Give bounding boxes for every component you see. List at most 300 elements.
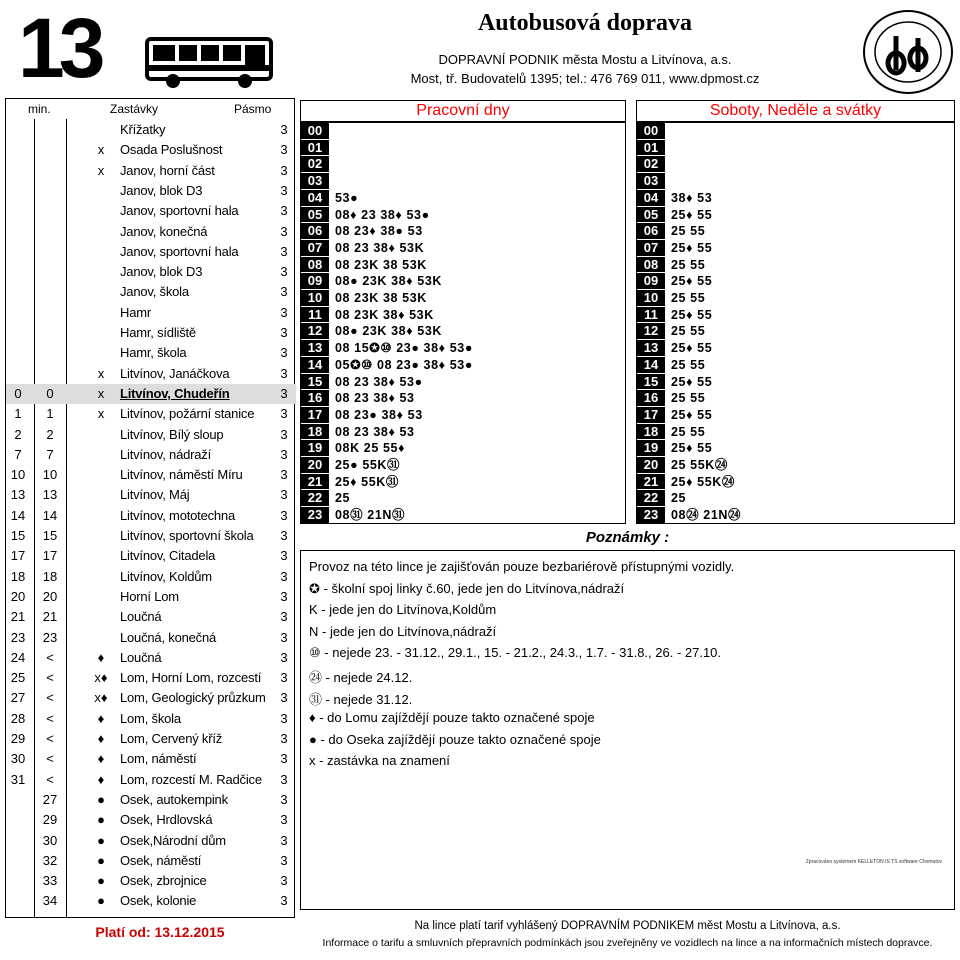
minutes-b: < (46, 649, 54, 665)
stop-row (6, 587, 296, 607)
hour-cell: 02 (637, 156, 665, 172)
note-item: ⑩ - nejede 23. - 31.12., 29.1., 15. - 21.2., 24.3., 1.7. - 31.8., 26. - 27.10. (309, 645, 722, 661)
departure-minutes: 25 55K㉔ (671, 458, 729, 472)
stop-zone: 3 (280, 588, 288, 604)
departure-minutes: 53● (335, 190, 359, 205)
stop-flag: x (97, 365, 105, 381)
stop-zone: 3 (280, 690, 288, 706)
stop-name: Osada Poslušnost (120, 142, 223, 158)
departure-minutes: 25 55 (671, 424, 706, 439)
stop-flag: x (97, 142, 105, 158)
hour-cell: 15 (637, 374, 665, 390)
stop-name: Janov, konečná (120, 223, 208, 239)
minutes-a: 14 (10, 507, 26, 523)
stop-zone: 3 (280, 203, 288, 219)
departure-minutes: 08 23♦ 38● 53 (335, 224, 423, 239)
hour-cell: 17 (301, 407, 329, 423)
stop-flag: ● (97, 812, 105, 828)
hour-row (301, 156, 625, 173)
stop-row (6, 242, 296, 262)
hour-cell: 14 (637, 357, 665, 373)
minutes-b: 20 (42, 588, 58, 604)
stop-row (6, 364, 296, 384)
hour-row (637, 257, 954, 274)
stop-name: Osek, kolonie (120, 893, 197, 909)
departure-minutes: 25 55 (671, 357, 706, 372)
minutes-a: 0 (14, 385, 22, 401)
stop-name: Lom, Cervený kříž (120, 731, 223, 746)
hour-cell: 08 (637, 257, 665, 273)
stop-zone: 3 (280, 649, 288, 665)
stop-name: Osek,Národní dům (120, 832, 226, 848)
stop-name: Janov, horní část (120, 162, 215, 178)
note-item: ㉔ - nejede 24.12. (309, 670, 413, 685)
departure-minutes: 08● 23K 38♦ 53K (335, 324, 443, 339)
departure-minutes: 08♦ 23 38♦ 53● (335, 207, 430, 222)
stop-name: Litvínov, mototechna (120, 507, 235, 523)
stop-row (6, 445, 296, 465)
hour-cell: 06 (301, 223, 329, 239)
valid-from: Platí od: 13.12.2015 (95, 924, 225, 940)
minutes-a: 20 (10, 588, 26, 604)
hour-cell: 22 (637, 490, 665, 506)
stop-name: Křížatky (120, 122, 166, 137)
minutes-b: 33 (42, 873, 58, 889)
departure-minutes: 25 (671, 491, 687, 506)
hour-row (637, 357, 954, 374)
stop-zone: 3 (280, 791, 288, 807)
hour-cell: 00 (301, 123, 329, 139)
minutes-b: 34 (42, 893, 58, 909)
stop-zone: 3 (280, 852, 288, 868)
hour-cell: 03 (301, 173, 329, 189)
hour-cell: 20 (301, 457, 329, 473)
hour-row (637, 290, 954, 307)
hour-row (301, 207, 625, 224)
hour-row (637, 323, 954, 340)
stop-flag: ♦ (97, 649, 105, 665)
company-title: Autobusová doprava (477, 10, 693, 36)
weekend-timetable (636, 122, 955, 524)
stop-name: Litvínov, Chudeřín (120, 385, 230, 401)
stop-flag: ♦ (97, 731, 105, 746)
departure-minutes: 08 23 38♦ 53K (335, 240, 425, 255)
stop-row (6, 891, 296, 911)
hour-cell: 23 (637, 507, 665, 523)
minutes-b: 1 (46, 406, 54, 422)
minutes-a: 13 (10, 487, 26, 503)
notes-box (300, 550, 955, 910)
minutes-b: < (46, 710, 54, 726)
stop-zone: 3 (280, 182, 288, 198)
hour-row (301, 323, 625, 340)
departure-minutes: 08 23● 38♦ 53 (335, 407, 423, 422)
hour-cell: 17 (637, 407, 665, 423)
minutes-a: 2 (14, 426, 22, 442)
departure-minutes: 25 55 (671, 291, 706, 305)
departure-minutes: 25 55 (671, 224, 706, 239)
departure-minutes: 25 55 (671, 324, 706, 339)
hour-cell: 10 (637, 290, 665, 306)
company-logo (862, 8, 954, 96)
stop-name: Janov, sportovní hala (120, 203, 239, 219)
hour-row (637, 507, 954, 524)
stop-row (6, 709, 296, 729)
hour-cell: 07 (637, 240, 665, 256)
hour-row (637, 440, 954, 457)
stop-flag: ● (97, 873, 105, 889)
stop-row (6, 546, 296, 566)
stop-flag: ● (97, 791, 105, 807)
departure-minutes: 25♦ 55 (671, 240, 713, 255)
departure-minutes: 25♦ 55 (671, 274, 713, 289)
stop-flag: ● (97, 893, 105, 909)
hour-row (301, 240, 625, 257)
departure-minutes: 25♦ 55 (671, 407, 713, 422)
stop-zone: 3 (280, 812, 288, 828)
stop-zone: 3 (280, 629, 288, 645)
stop-row (6, 648, 296, 668)
departure-minutes: 08 23K 38♦ 53K (335, 307, 434, 322)
stop-name: Osek, Hrdlovská (120, 812, 213, 828)
minutes-a: 18 (10, 568, 26, 584)
minutes-b: < (46, 670, 54, 686)
stop-flag: x (97, 406, 105, 422)
stop-zone: 3 (280, 568, 288, 584)
stop-zone: 3 (280, 710, 288, 726)
hour-row (301, 457, 625, 474)
stop-flag: x (97, 162, 105, 178)
departure-minutes: 08 15✪⑩ 23● 38♦ 53● (335, 341, 473, 356)
hour-row (301, 273, 625, 290)
departure-minutes: 08 23K 38 53K (335, 257, 427, 272)
note-item: ● - do Oseka zajíždějí pouze takto označené spoje (309, 731, 601, 747)
departure-minutes: 25♦ 55 (671, 441, 713, 456)
note-item: K - jede jen do Litvínova,Koldům (309, 602, 497, 618)
hour-row (301, 440, 625, 457)
hour-row (301, 340, 625, 357)
minutes-a: 30 (10, 751, 26, 767)
stop-row (6, 282, 296, 302)
hour-row (637, 390, 954, 407)
departure-minutes: 38♦ 53 (671, 190, 713, 205)
departure-minutes: 25♦ 55 (671, 307, 713, 322)
company-name: DOPRAVNÍ PODNIK města Mostu a Litvínova, a.s. (438, 52, 732, 67)
hour-cell: 19 (637, 440, 665, 456)
stop-row (6, 201, 296, 221)
company-contact: Most, tř. Budovatelů 1395; tel.: 476 769 011, www.dpmost.cz (410, 71, 760, 86)
hour-cell: 15 (301, 374, 329, 390)
minutes-a: 17 (10, 548, 26, 564)
hour-cell: 01 (637, 140, 665, 156)
departure-minutes: 08 23 38♦ 53 (335, 391, 415, 406)
departure-minutes: 25 55 (671, 257, 706, 272)
hour-row (301, 123, 625, 140)
departure-minutes: 08● 23K 38♦ 53K (335, 274, 443, 289)
stop-name: Hamr (120, 304, 151, 320)
stop-name: Horní Lom (120, 588, 179, 604)
stop-zone: 3 (280, 731, 288, 746)
departure-minutes: 25♦ 55 (671, 207, 713, 222)
stop-zone: 3 (280, 609, 288, 625)
hour-row (301, 374, 625, 391)
stop-flag: x♦ (94, 670, 108, 686)
stop-row (6, 851, 296, 871)
stop-flag: ♦ (97, 751, 105, 767)
hour-row (637, 340, 954, 357)
hour-cell: 09 (637, 273, 665, 289)
stops-header: Zastávky (110, 102, 159, 116)
stop-name: Osek, zbrojnice (120, 873, 207, 889)
stop-flag: ♦ (97, 771, 105, 787)
stop-row (6, 465, 296, 485)
stop-row (6, 120, 296, 140)
stop-row (6, 222, 296, 242)
stop-name: Lom, náměstí (120, 751, 197, 767)
stop-zone: 3 (280, 670, 288, 686)
hour-row (637, 424, 954, 441)
hour-cell: 06 (637, 223, 665, 239)
minutes-b: 17 (42, 548, 58, 564)
stop-name: Litvínov, nádraží (120, 446, 212, 462)
stop-row (6, 262, 296, 282)
hour-cell: 16 (301, 390, 329, 406)
hour-cell: 11 (301, 307, 329, 323)
hour-cell: 21 (301, 474, 329, 490)
stop-flag: x♦ (94, 690, 108, 706)
software-credit: Zpracováno systémem KELLETON IS TS software Chomutov (805, 859, 942, 865)
stop-row (6, 790, 296, 810)
weekday-title: Pracovní dny (300, 100, 626, 122)
stop-zone: 3 (280, 122, 288, 137)
minutes-a: 25 (10, 670, 26, 686)
stop-row (6, 384, 296, 404)
stop-zone: 3 (280, 751, 288, 767)
stop-zone: 3 (280, 406, 288, 422)
stop-row (6, 181, 296, 201)
hour-cell: 00 (637, 123, 665, 139)
hour-cell: 05 (301, 207, 329, 223)
stop-name: Hamr, škola (120, 345, 187, 361)
departure-minutes: 25♦ 55K㉛ (335, 474, 399, 489)
minutes-a: 29 (10, 731, 26, 746)
hour-row (637, 374, 954, 391)
minutes-a: 23 (10, 629, 26, 645)
departure-minutes: 08K 25 55♦ (335, 441, 406, 456)
zone-header: Pásmo (234, 102, 272, 116)
stop-name: Janov, škola (120, 284, 189, 300)
hour-cell: 18 (301, 424, 329, 440)
stop-name: Lom, rozcestí M. Radčice (120, 771, 262, 787)
stop-zone: 3 (280, 446, 288, 462)
minutes-b: 18 (42, 568, 58, 584)
stop-name: Janov, sportovní hala (120, 243, 239, 259)
departure-minutes: 08 23K 38 53K (335, 291, 427, 305)
stop-zone: 3 (280, 162, 288, 178)
hour-row (637, 207, 954, 224)
minutes-b: 15 (42, 528, 58, 543)
departure-minutes: 08㉛ 21N㉛ (335, 508, 406, 523)
stop-name: Janov, blok D3 (120, 264, 203, 280)
stop-zone: 3 (280, 528, 288, 543)
minutes-b: 7 (46, 446, 54, 462)
hour-cell: 03 (637, 173, 665, 189)
hour-cell: 01 (301, 140, 329, 156)
hour-cell: 21 (637, 474, 665, 490)
minutes-a: 7 (14, 446, 22, 462)
stop-row (6, 770, 296, 790)
stop-name: Litvínov, požární stanice (120, 406, 255, 422)
hour-row (637, 307, 954, 324)
hour-cell: 10 (301, 290, 329, 306)
minutes-b: 27 (42, 791, 58, 807)
hour-cell: 05 (637, 207, 665, 223)
note-item: N - jede jen do Litvínova,nádraží (309, 623, 497, 639)
hour-cell: 12 (637, 323, 665, 339)
stop-zone: 3 (280, 385, 288, 401)
minutes-b: < (46, 690, 54, 706)
minutes-b: 2 (46, 426, 54, 442)
stop-flag: ♦ (97, 710, 105, 726)
stop-row (6, 749, 296, 769)
departure-minutes: 25♦ 55 (671, 374, 713, 389)
weekday-timetable (300, 122, 626, 524)
stop-row (6, 343, 296, 363)
stop-zone: 3 (280, 507, 288, 523)
stop-row (6, 485, 296, 505)
hour-cell: 04 (637, 190, 665, 206)
hour-cell: 16 (637, 390, 665, 406)
hour-row (301, 140, 625, 157)
minutes-b: 32 (42, 852, 58, 868)
departure-minutes: 08㉔ 21N㉔ (671, 508, 742, 523)
hour-row (301, 407, 625, 424)
stop-name: Litvínov, sportovní škola (120, 528, 254, 543)
stop-name: Litvínov, Citadela (120, 548, 216, 564)
hour-row (301, 190, 625, 207)
hour-cell: 13 (301, 340, 329, 356)
hour-cell: 23 (301, 507, 329, 523)
stop-zone: 3 (280, 142, 288, 158)
hour-row (301, 424, 625, 441)
stop-row (6, 140, 296, 160)
stop-name: Osek, autokempink (120, 791, 228, 807)
note-item: ㉛ - nejede 31.12. (309, 691, 413, 707)
stop-zone: 3 (280, 873, 288, 889)
hour-cell: 22 (301, 490, 329, 506)
stop-zone: 3 (280, 284, 288, 300)
stop-zone: 3 (280, 832, 288, 848)
hour-row (301, 490, 625, 507)
stop-zone: 3 (280, 365, 288, 381)
stop-row (6, 688, 296, 708)
stop-name: Loučná (120, 609, 162, 625)
stop-flag: ● (97, 832, 105, 848)
minutes-b: 23 (42, 629, 58, 645)
stop-row (6, 303, 296, 323)
stop-flag: x (97, 385, 105, 401)
minutes-b: 30 (42, 832, 58, 848)
hour-row (637, 140, 954, 157)
stop-name: Litvínov, Bílý sloup (120, 426, 224, 442)
stop-row (6, 628, 296, 648)
stop-name: Hamr, sídliště (120, 325, 196, 340)
departure-minutes: 25● 55K㉛ (335, 458, 401, 472)
note-item: Provoz na této lince je zajišťován pouze bezbariérově přístupnými vozidly. (309, 559, 735, 574)
stop-zone: 3 (280, 487, 288, 503)
stop-row (6, 871, 296, 891)
minutes-a: 31 (10, 771, 26, 787)
stop-name: Loučná (120, 649, 162, 665)
departure-minutes: 08 23 38♦ 53 (335, 424, 415, 439)
tariff-info: Informace o tarifu a smluvních přepravních podmínkách jsou zveřejněny ve vozidlech na lince a na informačních místech dopravce. (322, 937, 933, 949)
minutes-a: 10 (10, 467, 26, 483)
stop-row (6, 323, 296, 343)
tariff-note: Na lince platí tarif vyhlášený DOPRAVNÍM PODNIKEM měst Mostu a Litvínova, a.s. (414, 920, 841, 932)
minutes-b: 29 (42, 812, 58, 828)
stop-zone: 3 (280, 304, 288, 320)
hour-cell: 08 (301, 257, 329, 273)
departure-minutes: 25♦ 55K㉔ (671, 474, 735, 489)
stop-zone: 3 (280, 325, 288, 340)
hour-row (637, 457, 954, 474)
minutes-a: 27 (10, 690, 26, 706)
stop-row (6, 567, 296, 587)
stop-row (6, 810, 296, 830)
hour-row (301, 307, 625, 324)
hour-row (301, 290, 625, 307)
hour-row (637, 240, 954, 257)
stop-row (6, 831, 296, 851)
minutes-b: < (46, 751, 54, 767)
line-number: 13 (18, 1, 100, 95)
hour-row (637, 223, 954, 240)
stop-flag: ● (97, 852, 105, 868)
hour-row (637, 156, 954, 173)
departure-minutes: 25♦ 55 (671, 341, 713, 356)
hour-row (637, 173, 954, 190)
departure-minutes: 08 23 38♦ 53● (335, 374, 423, 389)
minutes-b: < (46, 771, 54, 787)
stops-panel (5, 98, 295, 918)
hour-cell: 04 (301, 190, 329, 206)
minutes-a: 21 (10, 609, 26, 625)
minutes-b: 0 (46, 385, 54, 401)
stop-name: Janov, blok D3 (120, 182, 203, 198)
notes-title: Poznámky : (585, 529, 670, 546)
stop-row (6, 506, 296, 526)
hour-cell: 20 (637, 457, 665, 473)
hour-cell: 07 (301, 240, 329, 256)
hour-row (637, 273, 954, 290)
minutes-a: 1 (14, 406, 22, 422)
stop-name: Litvínov, Janáčkova (120, 365, 230, 381)
bus-icon (145, 35, 273, 90)
stop-row (6, 526, 296, 546)
stop-name: Osek, náměstí (120, 852, 202, 868)
stop-name: Litvínov, Koldům (120, 568, 212, 584)
note-item: ♦ - do Lomu zajíždějí pouze takto označené spoje (309, 710, 595, 726)
stop-row (6, 404, 296, 424)
stop-zone: 3 (280, 223, 288, 239)
stop-zone: 3 (280, 771, 288, 787)
hour-cell: 19 (301, 440, 329, 456)
minutes-a: 28 (10, 710, 26, 726)
hour-row (637, 407, 954, 424)
hour-cell: 09 (301, 273, 329, 289)
minutes-b: < (46, 731, 54, 746)
stop-row (6, 425, 296, 445)
